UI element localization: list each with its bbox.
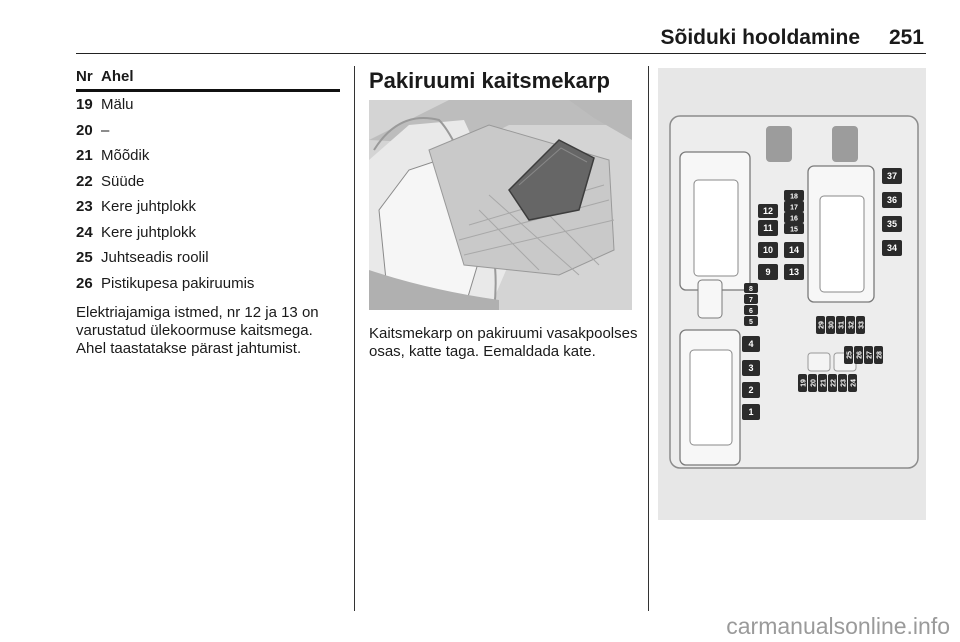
fuse-label-11: 11 xyxy=(763,223,773,233)
fuse-label-16: 16 xyxy=(790,215,798,223)
fuse-label-24: 24 xyxy=(850,379,858,387)
fuse-label-26: 26 xyxy=(856,351,864,359)
fuse-label-12: 12 xyxy=(762,206,774,216)
fuse-label-8: 8 xyxy=(749,286,753,293)
fuse-label-10: 10 xyxy=(762,245,774,255)
fuse-label-13: 13 xyxy=(788,267,800,277)
table-row xyxy=(76,118,340,144)
fuse-number: 25 xyxy=(76,249,93,267)
fuse-circuit: Mõõdik xyxy=(101,147,150,165)
fuse-label-17: 17 xyxy=(790,204,798,212)
fuse-circuit: Kere juhtplokk xyxy=(101,223,197,241)
table-row xyxy=(76,220,340,246)
fuse-label-30: 30 xyxy=(828,321,836,329)
fuse-label-34: 34 xyxy=(886,243,898,253)
fuse-label-20: 20 xyxy=(810,379,818,387)
table-row xyxy=(76,92,340,118)
photo-caption: Kaitsmekarp on pakiruumi vasakpoolses osas, katte taga. Eemaldada kate. xyxy=(369,325,638,360)
fuse-number: 22 xyxy=(76,172,93,190)
fuse-circuit: Mälu xyxy=(101,96,134,114)
fuse-label-23: 23 xyxy=(840,379,848,387)
page-header-title: Sõiduki hooldamine xyxy=(660,26,860,49)
table-row xyxy=(76,143,340,169)
fuse-label-7: 7 xyxy=(749,297,753,304)
fuse-circuit: Pistikupesa pakiruumis xyxy=(101,274,255,292)
column-divider xyxy=(648,66,649,611)
page-number: 251 xyxy=(888,26,924,49)
fuse-number: 21 xyxy=(76,147,93,165)
fuse-label-5: 5 xyxy=(749,319,753,326)
fuse-circuit: Süüde xyxy=(101,172,145,190)
table-row xyxy=(76,194,340,220)
watermark-text: carmanualsonline.info xyxy=(726,613,950,639)
fuse-label-2: 2 xyxy=(748,385,754,395)
fuse-circuit: Kere juhtplokk xyxy=(101,198,197,216)
fuse-box-diagram xyxy=(658,68,926,520)
column-divider xyxy=(354,66,355,611)
fuse-label-19: 19 xyxy=(800,379,808,387)
fuse-label-35: 35 xyxy=(886,219,898,229)
fuse-label-28: 28 xyxy=(876,351,884,359)
fuse-label-4: 4 xyxy=(748,339,754,349)
fuse-number: 23 xyxy=(76,198,93,216)
fuse-label-37: 37 xyxy=(886,171,898,181)
fuse-label-32: 32 xyxy=(848,321,856,329)
fuse-label-25: 25 xyxy=(846,351,854,359)
fuse-label-15: 15 xyxy=(790,226,798,234)
section-title: Pakiruumi kaitsmekarp xyxy=(369,68,610,93)
fuse-label-6: 6 xyxy=(749,308,753,315)
overload-note: Elektriajamiga istmed, nr 12 ja 13 on varustatud ülekoormuse kaitsmega. Ahel taastatakse pärast jahtumist. xyxy=(76,304,319,357)
fuse-label-3: 3 xyxy=(748,363,754,373)
fuse-box-svg xyxy=(658,68,926,520)
fuse-label-29: 29 xyxy=(818,321,826,329)
fuse-number: 19 xyxy=(76,96,93,114)
fuse-number: 26 xyxy=(76,274,93,292)
fuse-table-header xyxy=(76,68,340,88)
header-rule xyxy=(76,53,926,54)
fuse-label-14: 14 xyxy=(788,245,800,255)
trunk-photo-svg xyxy=(369,100,632,310)
fuse-label-9: 9 xyxy=(765,267,771,277)
column-header-nr: Nr xyxy=(76,68,93,85)
table-row xyxy=(76,245,340,271)
fuse-label-27: 27 xyxy=(866,351,874,359)
fuse-label-1: 1 xyxy=(748,407,754,417)
table-row xyxy=(76,271,340,297)
fuse-label-33: 33 xyxy=(858,321,866,329)
fuse-circuit: Juhtseadis roolil xyxy=(101,249,209,267)
trunk-photo-illustration xyxy=(369,100,632,310)
fuse-label-31: 31 xyxy=(838,321,846,329)
table-row xyxy=(76,169,340,195)
fuse-number: 24 xyxy=(76,223,93,241)
column-header-ahel: Ahel xyxy=(101,68,134,85)
fuse-circuit: – xyxy=(101,121,110,139)
fuse-label-21: 21 xyxy=(820,379,828,387)
fuse-label-18: 18 xyxy=(790,193,798,201)
fuse-label-36: 36 xyxy=(886,195,898,205)
fuse-table xyxy=(76,68,340,296)
fuse-label-22: 22 xyxy=(830,379,838,387)
fuse-number: 20 xyxy=(76,121,93,139)
